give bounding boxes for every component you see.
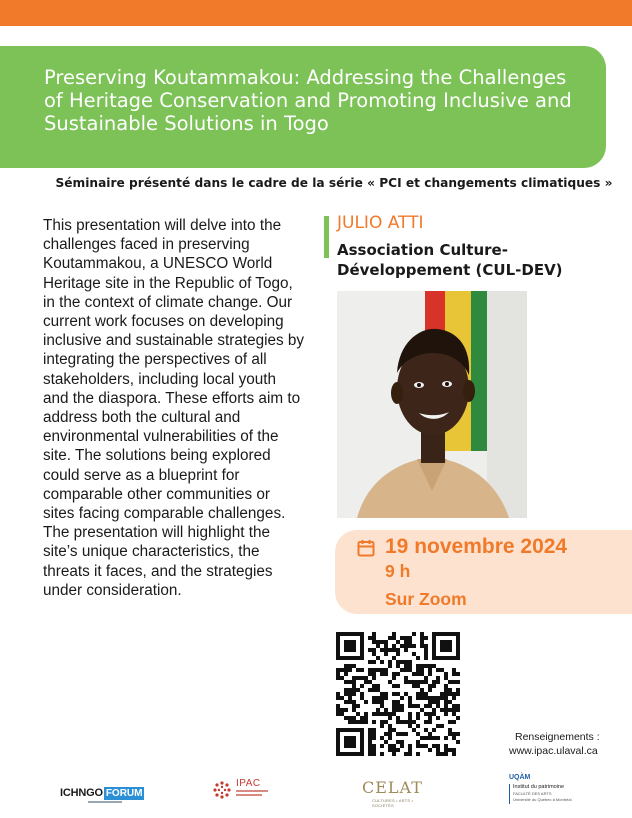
speaker-photo	[337, 291, 527, 518]
celat-logo	[356, 778, 432, 808]
qr-code-graphic	[336, 632, 460, 756]
top-accent-bar	[0, 0, 632, 26]
event-time: 9 h	[385, 561, 411, 581]
ichngo-logo-tagline	[88, 801, 122, 803]
uqam-logo-institute: Institut du patrimoine	[513, 784, 565, 790]
speaker-accent-bar	[324, 216, 329, 258]
ipac-logo-text: IPAC	[236, 778, 261, 789]
ichngo-logo-text: ICHNGO	[60, 787, 103, 799]
page-title: Preserving Koutammakou: Addressing the Challenges of Heritage Conservation and Promoting Inclusive and Sustainable Solutions in Togo	[44, 66, 572, 135]
title-banner	[0, 46, 606, 168]
ipac-logo-tagline-1	[236, 790, 268, 792]
uqam-logo-faculty: FACULTÉ DES ARTS	[513, 791, 552, 796]
speaker-portrait-illustration	[337, 291, 527, 518]
series-subtitle: Séminaire présenté dans le cadre de la série « PCI et changements climatiques »	[55, 176, 613, 190]
qr-code[interactable]	[336, 632, 460, 756]
uqam-logo-university: Université du Québec à Montréal	[513, 797, 572, 802]
contact-label: Renseignements :	[515, 731, 600, 743]
ipac-emblem-icon	[212, 780, 232, 800]
contact-url-link[interactable]: www.ipac.ulaval.ca	[509, 745, 598, 757]
speaker-organization: Association Culture-Développement (CUL-DEV)	[337, 241, 563, 279]
event-date: 19 novembre 2024	[385, 535, 568, 558]
abstract-text: This presentation will delve into the challenges faced in preserving Koutammakou, a UNESCO World Heritage site in the Republic of Togo, in the context of climate change. Our current work focuses on developing inclusive and sustainable strategies by integrating the perspectives of all stakeholders, including local youth and the diaspora. These efforts aim to address both the cultural and environmental vulnerabilities of the site. The solutions being explored could serve as a blueprint for comparable other communities or sites facing comparable challenges. The presentation will highlight the site’s unique characteristics, the threats it faces, and the strategies under consideration.	[43, 217, 305, 599]
ipac-logo-tagline-2	[236, 794, 262, 796]
uqam-logo-text: UQÀM	[509, 774, 531, 781]
uqam-logo-divider	[509, 784, 510, 804]
celat-logo-tagline: CULTURES • ARTS • SOCIÉTÉS	[372, 798, 414, 808]
calendar-icon	[357, 539, 375, 557]
forum-logo-text: FORUM	[105, 787, 143, 799]
ipac-logo	[212, 778, 272, 806]
uqam-institut-logo	[509, 774, 589, 806]
celat-logo-text: CELAT	[362, 778, 423, 797]
speaker-name: JULIO ATTI	[337, 213, 424, 233]
event-location: Sur Zoom	[385, 589, 467, 609]
ichngo-forum-logo	[60, 786, 144, 800]
